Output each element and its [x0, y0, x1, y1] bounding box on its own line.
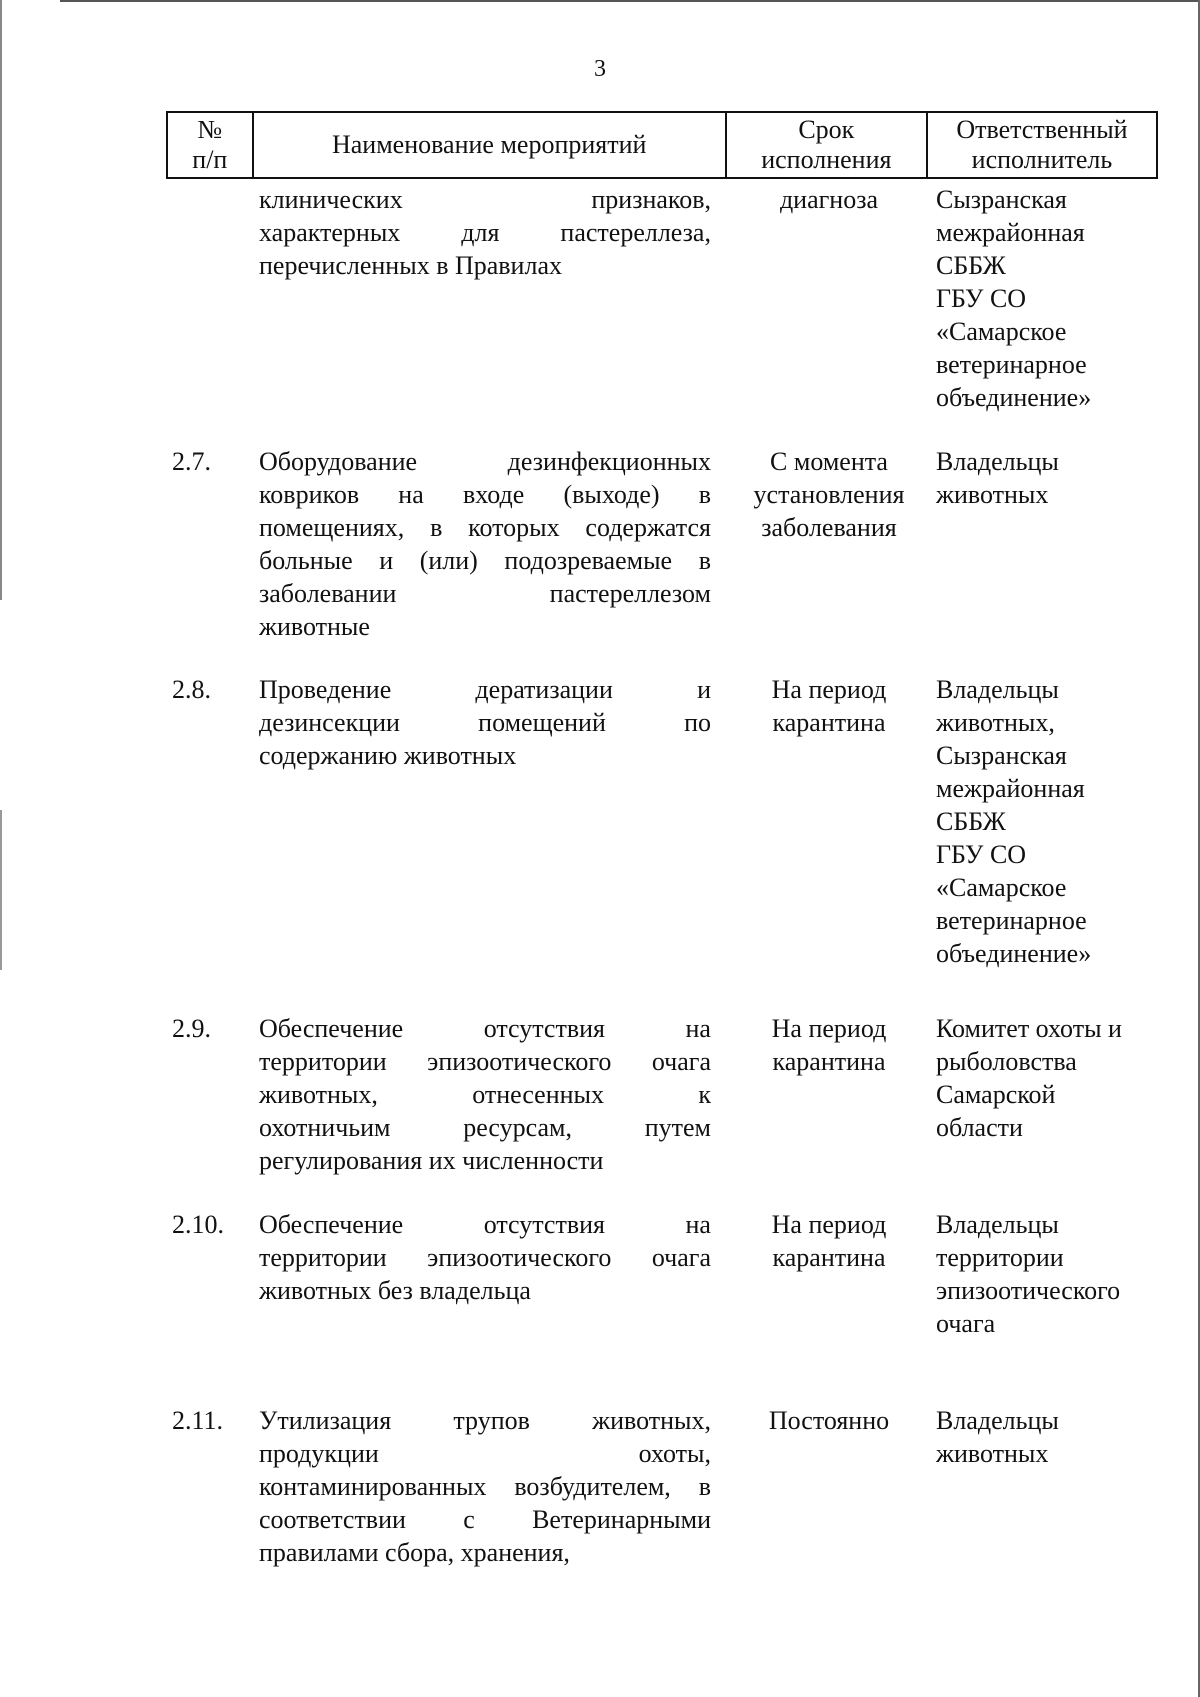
word: Ветеринарными [532, 1505, 711, 1534]
word: в [698, 1472, 711, 1501]
responsible-line: области [936, 1113, 1023, 1142]
description-line [259, 1470, 711, 1503]
word: пастереллеза, [560, 218, 711, 247]
word: к [698, 1080, 711, 1109]
description-line [259, 1503, 711, 1536]
word: дезинфекционных [507, 447, 711, 476]
word: и [697, 675, 711, 704]
responsible-line: ГБУ СО [936, 840, 1027, 869]
word: эпизоотического [427, 1047, 612, 1076]
responsible-line: рыболовства [936, 1047, 1077, 1076]
responsible-line: Владельцы [936, 1406, 1059, 1435]
description-line [259, 673, 711, 706]
description-line [259, 544, 711, 577]
row-number: 2.7. [172, 447, 211, 476]
responsible-line: Самарской [936, 1080, 1056, 1109]
row-term [729, 183, 929, 216]
description-line [259, 183, 711, 216]
word: ковриков [259, 480, 360, 509]
row-responsible [936, 673, 1166, 970]
responsible-line: животных, [936, 708, 1055, 737]
word: продукции [259, 1439, 379, 1468]
responsible-line: ветеринарное [936, 350, 1087, 379]
word: содержатся [585, 513, 711, 542]
word: Утилизация [259, 1406, 392, 1435]
word: клинических [259, 185, 403, 214]
scan-edge-left [0, 0, 2, 600]
word: контаминированных [259, 1472, 487, 1501]
description-line: содержанию животных [259, 741, 517, 770]
responsible-line: СББЖ [936, 807, 1006, 836]
description-line: животные [259, 612, 370, 641]
word: ресурсам, [463, 1113, 572, 1142]
description-line [259, 577, 711, 610]
word: очага [651, 1243, 711, 1272]
word: которых [468, 513, 560, 542]
row-responsible [936, 1012, 1166, 1144]
responsible-line: объединение» [936, 383, 1092, 412]
description-line: регулирования их численности [259, 1146, 604, 1175]
description-line [259, 1045, 711, 1078]
word: в [698, 480, 711, 509]
word: в [698, 546, 711, 575]
row-responsible [936, 1404, 1166, 1470]
word: отсутствия [483, 1014, 605, 1043]
responsible-line: очага [936, 1309, 996, 1338]
word: и [379, 546, 394, 575]
responsible-line: «Самарское [936, 873, 1067, 902]
header-term-line2: исполнения [761, 145, 892, 174]
word: эпизоотического [427, 1243, 612, 1272]
word: на [685, 1014, 711, 1043]
word: охотничьим [259, 1113, 391, 1142]
row-term [729, 1404, 929, 1437]
word: в [430, 513, 443, 542]
responsible-line: объединение» [936, 939, 1092, 968]
responsible-line: животных [936, 1439, 1049, 1468]
word: больные [259, 546, 353, 575]
description-line: животных без владельца [259, 1276, 531, 1305]
responsible-line: Сызранская [936, 185, 1067, 214]
responsible-line: Владельцы [936, 675, 1059, 704]
responsible-line: СББЖ [936, 251, 1006, 280]
description-line [259, 1078, 711, 1111]
word: помещениях, [259, 513, 405, 542]
word: дезинсекции [259, 708, 400, 737]
word: Обеспечение [259, 1210, 404, 1239]
description-line: перечисленных в Правилах [259, 251, 562, 280]
word: возбудителем, [514, 1472, 671, 1501]
header-name-label: Наименование мероприятий [331, 130, 647, 159]
responsible-line: территории [936, 1243, 1064, 1272]
word: входе [462, 480, 525, 509]
header-term-line1: Срок [798, 115, 855, 144]
row-description [259, 1404, 711, 1569]
responsible-line: межрайонная [936, 218, 1085, 247]
responsible-line: Комитет охоты и [936, 1014, 1122, 1043]
word: соответствии [259, 1505, 406, 1534]
responsible-line: «Самарское [936, 317, 1067, 346]
page-number: 3 [594, 56, 606, 82]
table-header [166, 111, 1158, 179]
description-line [259, 511, 711, 544]
description-line [259, 216, 711, 249]
description-line [259, 1241, 711, 1274]
row-number: 2.10. [172, 1210, 224, 1239]
row-number: 2.9. [172, 1014, 211, 1043]
word: территории [259, 1243, 387, 1272]
responsible-line: ГБУ СО [936, 284, 1027, 313]
row-term [729, 673, 929, 739]
responsible-line: Владельцы [936, 447, 1059, 476]
word: охоты, [638, 1439, 711, 1468]
row-responsible [936, 183, 1166, 414]
word: животных, [592, 1406, 711, 1435]
term-line: На период [771, 1014, 887, 1043]
row-term [729, 1012, 929, 1078]
header-number-line2: п/п [192, 145, 228, 174]
description-line [259, 1437, 711, 1470]
header-number-line1: № [197, 115, 223, 144]
description-line [259, 445, 711, 478]
word: помещений [478, 708, 606, 737]
header-resp-line1: Ответственный [956, 115, 1128, 144]
responsible-line: эпизоотического [936, 1276, 1121, 1305]
word: Обеспечение [259, 1014, 404, 1043]
responsible-line: Владельцы [936, 1210, 1059, 1239]
word: на [685, 1210, 711, 1239]
description-line [259, 706, 711, 739]
header-resp-line2: исполнитель [971, 145, 1113, 174]
word: подозреваемые [504, 546, 673, 575]
header-cell-number [168, 113, 254, 177]
description-line: правилами сбора, хранения, [259, 1538, 570, 1567]
row-responsible [936, 445, 1166, 511]
word: с [463, 1505, 475, 1534]
word: на [398, 480, 424, 509]
word: территории [259, 1047, 387, 1076]
row-description [259, 183, 711, 282]
word: дератизации [475, 675, 613, 704]
description-line [259, 1111, 711, 1144]
word: животных, [259, 1080, 378, 1109]
row-description [259, 1012, 711, 1177]
word: (или) [419, 546, 478, 575]
word: пастереллезом [549, 579, 711, 608]
responsible-line: ветеринарное [936, 906, 1087, 935]
word: трупов [453, 1406, 530, 1435]
word: Оборудование [259, 447, 418, 476]
word: признаков, [591, 185, 711, 214]
term-line: установления [753, 480, 905, 509]
term-line: карантина [772, 1047, 886, 1076]
term-line: С момента [770, 447, 888, 476]
row-term [729, 445, 929, 544]
word: путем [644, 1113, 711, 1142]
responsible-line: Сызранская [936, 741, 1067, 770]
description-line [259, 1208, 711, 1241]
term-line: Постоянно [768, 1406, 890, 1435]
row-description [259, 1208, 711, 1307]
responsible-line: межрайонная [936, 774, 1085, 803]
word: заболевании [259, 579, 397, 608]
header-cell-name [254, 113, 727, 177]
row-number: 2.8. [172, 675, 211, 704]
description-line [259, 478, 711, 511]
row-number: 2.11. [172, 1406, 224, 1435]
row-description [259, 673, 711, 772]
row-term [729, 1208, 929, 1274]
word: характерных [259, 218, 401, 247]
word: отнесенных [472, 1080, 605, 1109]
responsible-line: животных [936, 480, 1049, 509]
term-line: На период [771, 1210, 887, 1239]
term-line: заболевания [761, 513, 897, 542]
description-line [259, 1012, 711, 1045]
word: по [684, 708, 711, 737]
scan-edge-left-lower [0, 810, 2, 970]
word: отсутствия [483, 1210, 605, 1239]
row-description [259, 445, 711, 643]
term-line: карантина [772, 1243, 886, 1272]
term-line: На период [771, 675, 887, 704]
word: (выходе) [563, 480, 660, 509]
term-line: диагноза [779, 185, 879, 214]
word: очага [651, 1047, 711, 1076]
header-cell-term [727, 113, 928, 177]
description-line [259, 1404, 711, 1437]
row-responsible [936, 1208, 1166, 1340]
term-line: карантина [772, 708, 886, 737]
scan-edge-top [60, 0, 1200, 2]
word: для [461, 218, 500, 247]
header-cell-responsible [928, 113, 1156, 177]
word: Проведение [259, 675, 392, 704]
